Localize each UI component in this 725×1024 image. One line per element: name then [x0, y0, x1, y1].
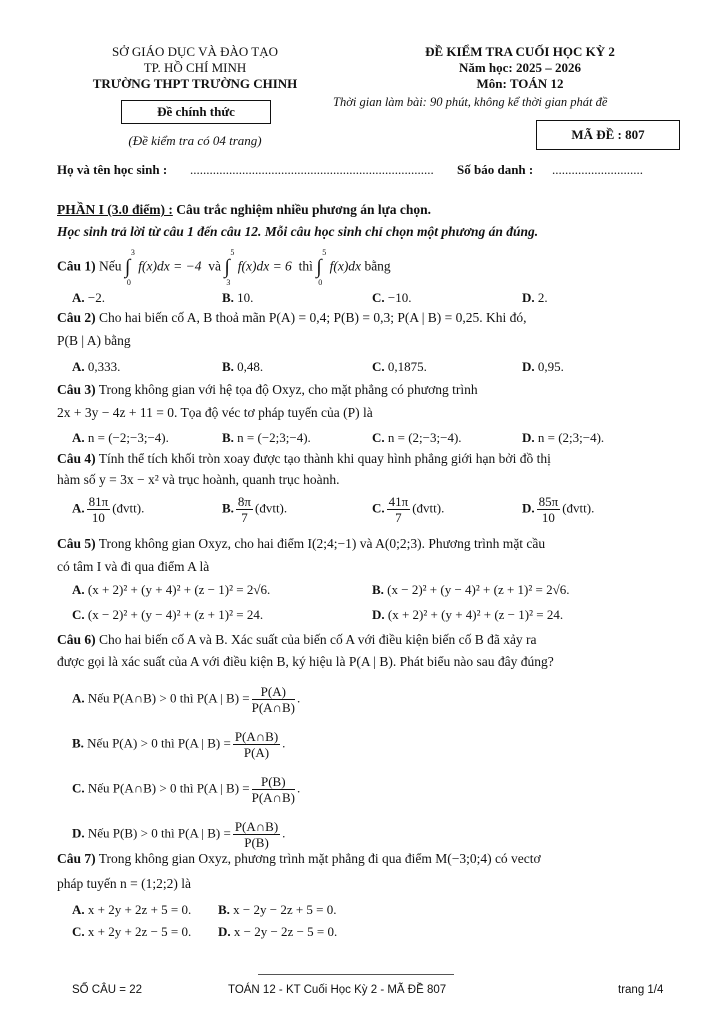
- q1-int1-upper: 3: [130, 248, 135, 257]
- option-text: Nếu P(A) > 0 thì P(A | B) =: [87, 735, 231, 751]
- time-note: Thời gian làm bài: 90 phút, không kể thời gian phát đề: [333, 95, 608, 109]
- q5-label: Câu 5): [57, 536, 96, 551]
- q3-option-b[interactable]: [222, 430, 311, 446]
- option-text: n = (−2;−3;−4).: [87, 430, 169, 445]
- option-text: x + 2y + 2z + 5 = 0.: [87, 902, 192, 917]
- option-text: 2.: [537, 290, 548, 305]
- exam-title: ĐỀ KIỂM TRA CUỐI HỌC KỲ 2: [425, 44, 615, 59]
- q6-option-a[interactable]: [72, 684, 300, 715]
- option-text: n = (2;−3;−4).: [387, 430, 462, 445]
- q1-int3-upper: 5: [322, 248, 327, 257]
- unit: (đvtt).: [112, 500, 145, 516]
- option-text: (x − 2)² + (y − 4)² + (z + 1)² = 24.: [87, 607, 264, 622]
- option-text: (x + 2)² + (y + 4)² + (z − 1)² = 24.: [387, 607, 564, 622]
- option-letter: D.: [218, 924, 231, 939]
- q7-label: Câu 7): [57, 851, 96, 866]
- option-letter: A.: [72, 359, 85, 374]
- q1-option-d[interactable]: [522, 290, 548, 306]
- question-1: [57, 248, 391, 287]
- fraction-numerator: 41π: [388, 494, 409, 509]
- sbd-dots: ............................: [552, 162, 643, 177]
- sbd-label: Số báo danh :: [457, 162, 534, 177]
- q1-integral-1: f(x)dx = −4: [138, 258, 202, 274]
- q1-label: Câu 1): [57, 258, 96, 274]
- q6-option-b[interactable]: [72, 729, 285, 760]
- unit: (đvtt).: [562, 500, 595, 516]
- q7-option-d[interactable]: [218, 924, 337, 940]
- unit: (đvtt).: [255, 500, 288, 516]
- sentence-end: .: [282, 825, 286, 841]
- q1-option-c[interactable]: [372, 290, 411, 306]
- fraction: [87, 494, 111, 525]
- footer-page-number: trang 1/4: [618, 984, 664, 996]
- option-text: 0,95.: [537, 359, 564, 374]
- q2-option-d[interactable]: [522, 359, 564, 375]
- fraction: [236, 494, 253, 525]
- q4-label: Câu 4): [57, 451, 96, 466]
- q1-option-b[interactable]: [222, 290, 253, 306]
- q3-option-d[interactable]: [522, 430, 604, 446]
- q1-text: Nếu: [99, 258, 122, 274]
- option-letter: C.: [372, 500, 385, 516]
- q3-option-c[interactable]: [372, 430, 462, 446]
- footer-rule: [258, 974, 454, 975]
- q5-text-2: có tâm I và đi qua điểm A là: [57, 559, 210, 574]
- q4-option-b[interactable]: [222, 494, 287, 525]
- option-letter: B.: [222, 290, 234, 305]
- official-badge: Đề chính thức: [121, 100, 271, 124]
- part1-heading: [57, 202, 431, 218]
- sentence-end: .: [282, 735, 286, 751]
- option-letter: C.: [372, 290, 385, 305]
- q2-option-b[interactable]: [222, 359, 263, 375]
- option-letter: A.: [72, 430, 85, 445]
- option-text: Nếu P(B) > 0 thì P(A | B) =: [87, 825, 231, 841]
- student-name-label: Họ và tên học sinh :: [57, 162, 168, 177]
- fraction-denominator: P(B): [244, 835, 269, 850]
- footer-question-count: SỐ CÂU = 22: [72, 984, 142, 996]
- q4-text: Tính thể tích khối tròn xoay được tạo thành khi quay hình phẳng giới hạn bởi đồ thị: [98, 451, 551, 466]
- q6-label: Câu 6): [57, 632, 96, 647]
- fraction: [252, 684, 295, 715]
- q3-option-a[interactable]: [72, 430, 169, 446]
- option-text: −2.: [87, 290, 105, 305]
- option-text: 0,333.: [87, 359, 121, 374]
- q5-option-b[interactable]: [372, 582, 569, 598]
- option-letter: A.: [72, 290, 85, 305]
- fraction: [537, 494, 561, 525]
- q1-int2-upper: 5: [230, 248, 235, 257]
- option-text: Nếu P(A∩B) > 0 thì P(A | B) =: [87, 780, 250, 796]
- part1-title: PHẦN I (3.0 điểm) :: [57, 202, 173, 217]
- question-5: [57, 536, 545, 552]
- fraction: [233, 729, 280, 760]
- q2-option-c[interactable]: [372, 359, 427, 375]
- option-text: x + 2y + 2z − 5 = 0.: [87, 924, 192, 939]
- q1-int2-lower: 3: [226, 278, 231, 287]
- question-4: [57, 451, 551, 467]
- fraction-numerator: P(B): [252, 774, 295, 790]
- option-letter: D.: [522, 430, 535, 445]
- pages-note: (Đề kiểm tra có 04 trang): [128, 133, 262, 148]
- q1-integral-2: f(x)dx = 6: [237, 258, 292, 274]
- option-text: x − 2y − 2z + 5 = 0.: [233, 902, 337, 917]
- question-3: [57, 382, 478, 398]
- fraction: [233, 819, 280, 850]
- q7-text: Trong không gian Oxyz, phương trình mặt phẳng đi qua điểm M(−3;0;4) có vectơ: [98, 851, 541, 866]
- q1-option-a[interactable]: [72, 290, 105, 306]
- option-letter: B.: [222, 500, 234, 516]
- q2-option-a[interactable]: [72, 359, 120, 375]
- q5-option-c[interactable]: [72, 607, 263, 623]
- q3-label: Câu 3): [57, 382, 96, 397]
- option-letter: A.: [72, 582, 85, 597]
- option-letter: B.: [218, 902, 230, 917]
- part1-instruction: Học sinh trả lời từ câu 1 đến câu 12. Mỗi câu học sinh chỉ chọn một phương án đúng.: [57, 224, 539, 239]
- fraction-numerator: P(A∩B): [234, 819, 279, 834]
- option-letter: C.: [372, 359, 385, 374]
- fraction-denominator: P(A∩B): [251, 700, 295, 715]
- option-text: 10.: [237, 290, 254, 305]
- option-letter: A.: [72, 902, 85, 917]
- footer-title: TOÁN 12 - KT Cuối Học Kỳ 2 - MÃ ĐỀ 807: [228, 984, 447, 996]
- question-2: [57, 310, 527, 326]
- subject: Môn: TOÁN 12: [476, 76, 564, 91]
- option-letter: D.: [522, 359, 535, 374]
- fraction-denominator: 10: [541, 510, 555, 525]
- option-text: Nếu P(A∩B) > 0 thì P(A | B) =: [87, 690, 250, 706]
- exam-code: MÃ ĐỀ : 807: [536, 120, 680, 150]
- question-6: [57, 632, 537, 648]
- fraction-denominator: 10: [91, 510, 105, 525]
- fraction-numerator: P(A∩B): [234, 729, 279, 744]
- option-text: (x − 2)² + (y − 4)² + (z + 1)² = 2√6.: [387, 582, 570, 597]
- q6-text-2: được gọi là xác suất của A với điều kiện B, ký hiệu là P(A | B). Phát biểu nào sau đây đúng?: [57, 654, 554, 669]
- q5-text: Trong không gian Oxyz, cho hai điểm I(2;4;−1) và A(0;2;3). Phương trình mặt cầu: [98, 536, 546, 551]
- q5-option-d[interactable]: [372, 607, 563, 623]
- fraction-denominator: 7: [395, 510, 402, 525]
- student-name-dots: ...........................................................................: [190, 162, 434, 177]
- fraction-numerator: P(A): [252, 684, 295, 700]
- q7-option-c[interactable]: [72, 924, 191, 940]
- q7-option-b[interactable]: [218, 902, 337, 918]
- option-letter: A.: [72, 690, 85, 706]
- fraction-denominator: 7: [241, 510, 248, 525]
- dept-name: SỞ GIÁO DỤC VÀ ĐÀO TẠO: [112, 44, 278, 59]
- option-text: n = (2;3;−4).: [537, 430, 605, 445]
- q2-text-2: P(B | A) bằng: [57, 333, 131, 348]
- option-letter: D.: [72, 825, 85, 841]
- fraction-denominator: P(A): [243, 745, 270, 760]
- integral-symbol-3: ∫ 5 0: [316, 248, 327, 287]
- q6-option-c[interactable]: [72, 774, 300, 805]
- city-name: TP. HỒ CHÍ MINH: [143, 60, 247, 75]
- fraction-denominator: P(A∩B): [251, 790, 295, 805]
- option-letter: B.: [372, 582, 384, 597]
- option-letter: C.: [72, 607, 85, 622]
- q4-option-c[interactable]: [372, 494, 444, 525]
- q1-then: thì: [298, 258, 313, 274]
- fraction: [387, 494, 411, 525]
- option-text: 0,1875.: [387, 359, 427, 374]
- option-letter: D.: [522, 290, 535, 305]
- q3-text-2: 2x + 3y − 4z + 11 = 0. Tọa độ véc tơ pháp tuyến của (P) là: [57, 405, 373, 420]
- option-letter: B.: [222, 430, 234, 445]
- fraction-numerator: 85π: [538, 494, 559, 509]
- q1-and: và: [208, 258, 221, 274]
- q6-text: Cho hai biến cố A và B. Xác suất của biến cố A với điều kiện biến cố B đã xảy ra: [99, 632, 537, 647]
- option-text: 0,48.: [237, 359, 264, 374]
- option-letter: C.: [72, 924, 85, 939]
- option-letter: C.: [372, 430, 385, 445]
- q1-integral-3: f(x)dx: [329, 258, 362, 274]
- q1-int3-lower: 0: [318, 278, 323, 287]
- option-letter: D.: [522, 500, 535, 516]
- option-letter: D.: [372, 607, 385, 622]
- option-letter: A.: [72, 500, 85, 516]
- q2-label: Câu 2): [57, 310, 96, 325]
- option-letter: B.: [222, 359, 234, 374]
- question-7: [57, 851, 541, 867]
- integral-symbol-2: ∫ 5 3: [224, 248, 235, 287]
- sentence-end: .: [296, 780, 301, 796]
- option-text: n = (−2;3;−4).: [237, 430, 311, 445]
- fraction-numerator: 81π: [88, 494, 109, 509]
- q2-text: Cho hai biến cố A, B thoả mãn P(A) = 0,4; P(B) = 0,3; P(A | B) = 0,25. Khi đó,: [99, 310, 527, 325]
- q5-option-a[interactable]: [72, 582, 270, 598]
- q1-end: bằng: [364, 258, 391, 274]
- q4-option-a[interactable]: [72, 494, 144, 525]
- school-year: Năm học: 2025 – 2026: [458, 60, 582, 75]
- q1-int1-lower: 0: [126, 278, 131, 287]
- sentence-end: .: [296, 690, 301, 706]
- q7-option-a[interactable]: [72, 902, 191, 918]
- option-text: (x + 2)² + (y + 4)² + (z − 1)² = 2√6.: [87, 582, 271, 597]
- q3-text: Trong không gian với hệ tọa độ Oxyz, cho mặt phẳng có phương trình: [98, 382, 478, 397]
- q4-text-2: hàm số y = 3x − x² và trục hoành, quanh trục hoành.: [57, 472, 340, 487]
- option-letter: B.: [72, 735, 84, 751]
- option-letter: C.: [72, 780, 85, 796]
- fraction: [252, 774, 295, 805]
- part1-title-rest: Câu trắc nghiệm nhiều phương án lựa chọn.: [172, 202, 431, 217]
- school-name: TRƯỜNG THPT TRƯỜNG CHINH: [92, 76, 298, 91]
- integral-symbol-1: ∫ 3 0: [124, 248, 135, 287]
- q6-option-d[interactable]: [72, 819, 285, 850]
- option-text: x − 2y − 2z − 5 = 0.: [233, 924, 338, 939]
- option-text: −10.: [387, 290, 412, 305]
- q7-text-2: pháp tuyến n = (1;2;2) là: [57, 876, 191, 891]
- unit: (đvtt).: [412, 500, 445, 516]
- fraction-numerator: 8π: [237, 494, 251, 509]
- q4-option-d[interactable]: [522, 494, 594, 525]
